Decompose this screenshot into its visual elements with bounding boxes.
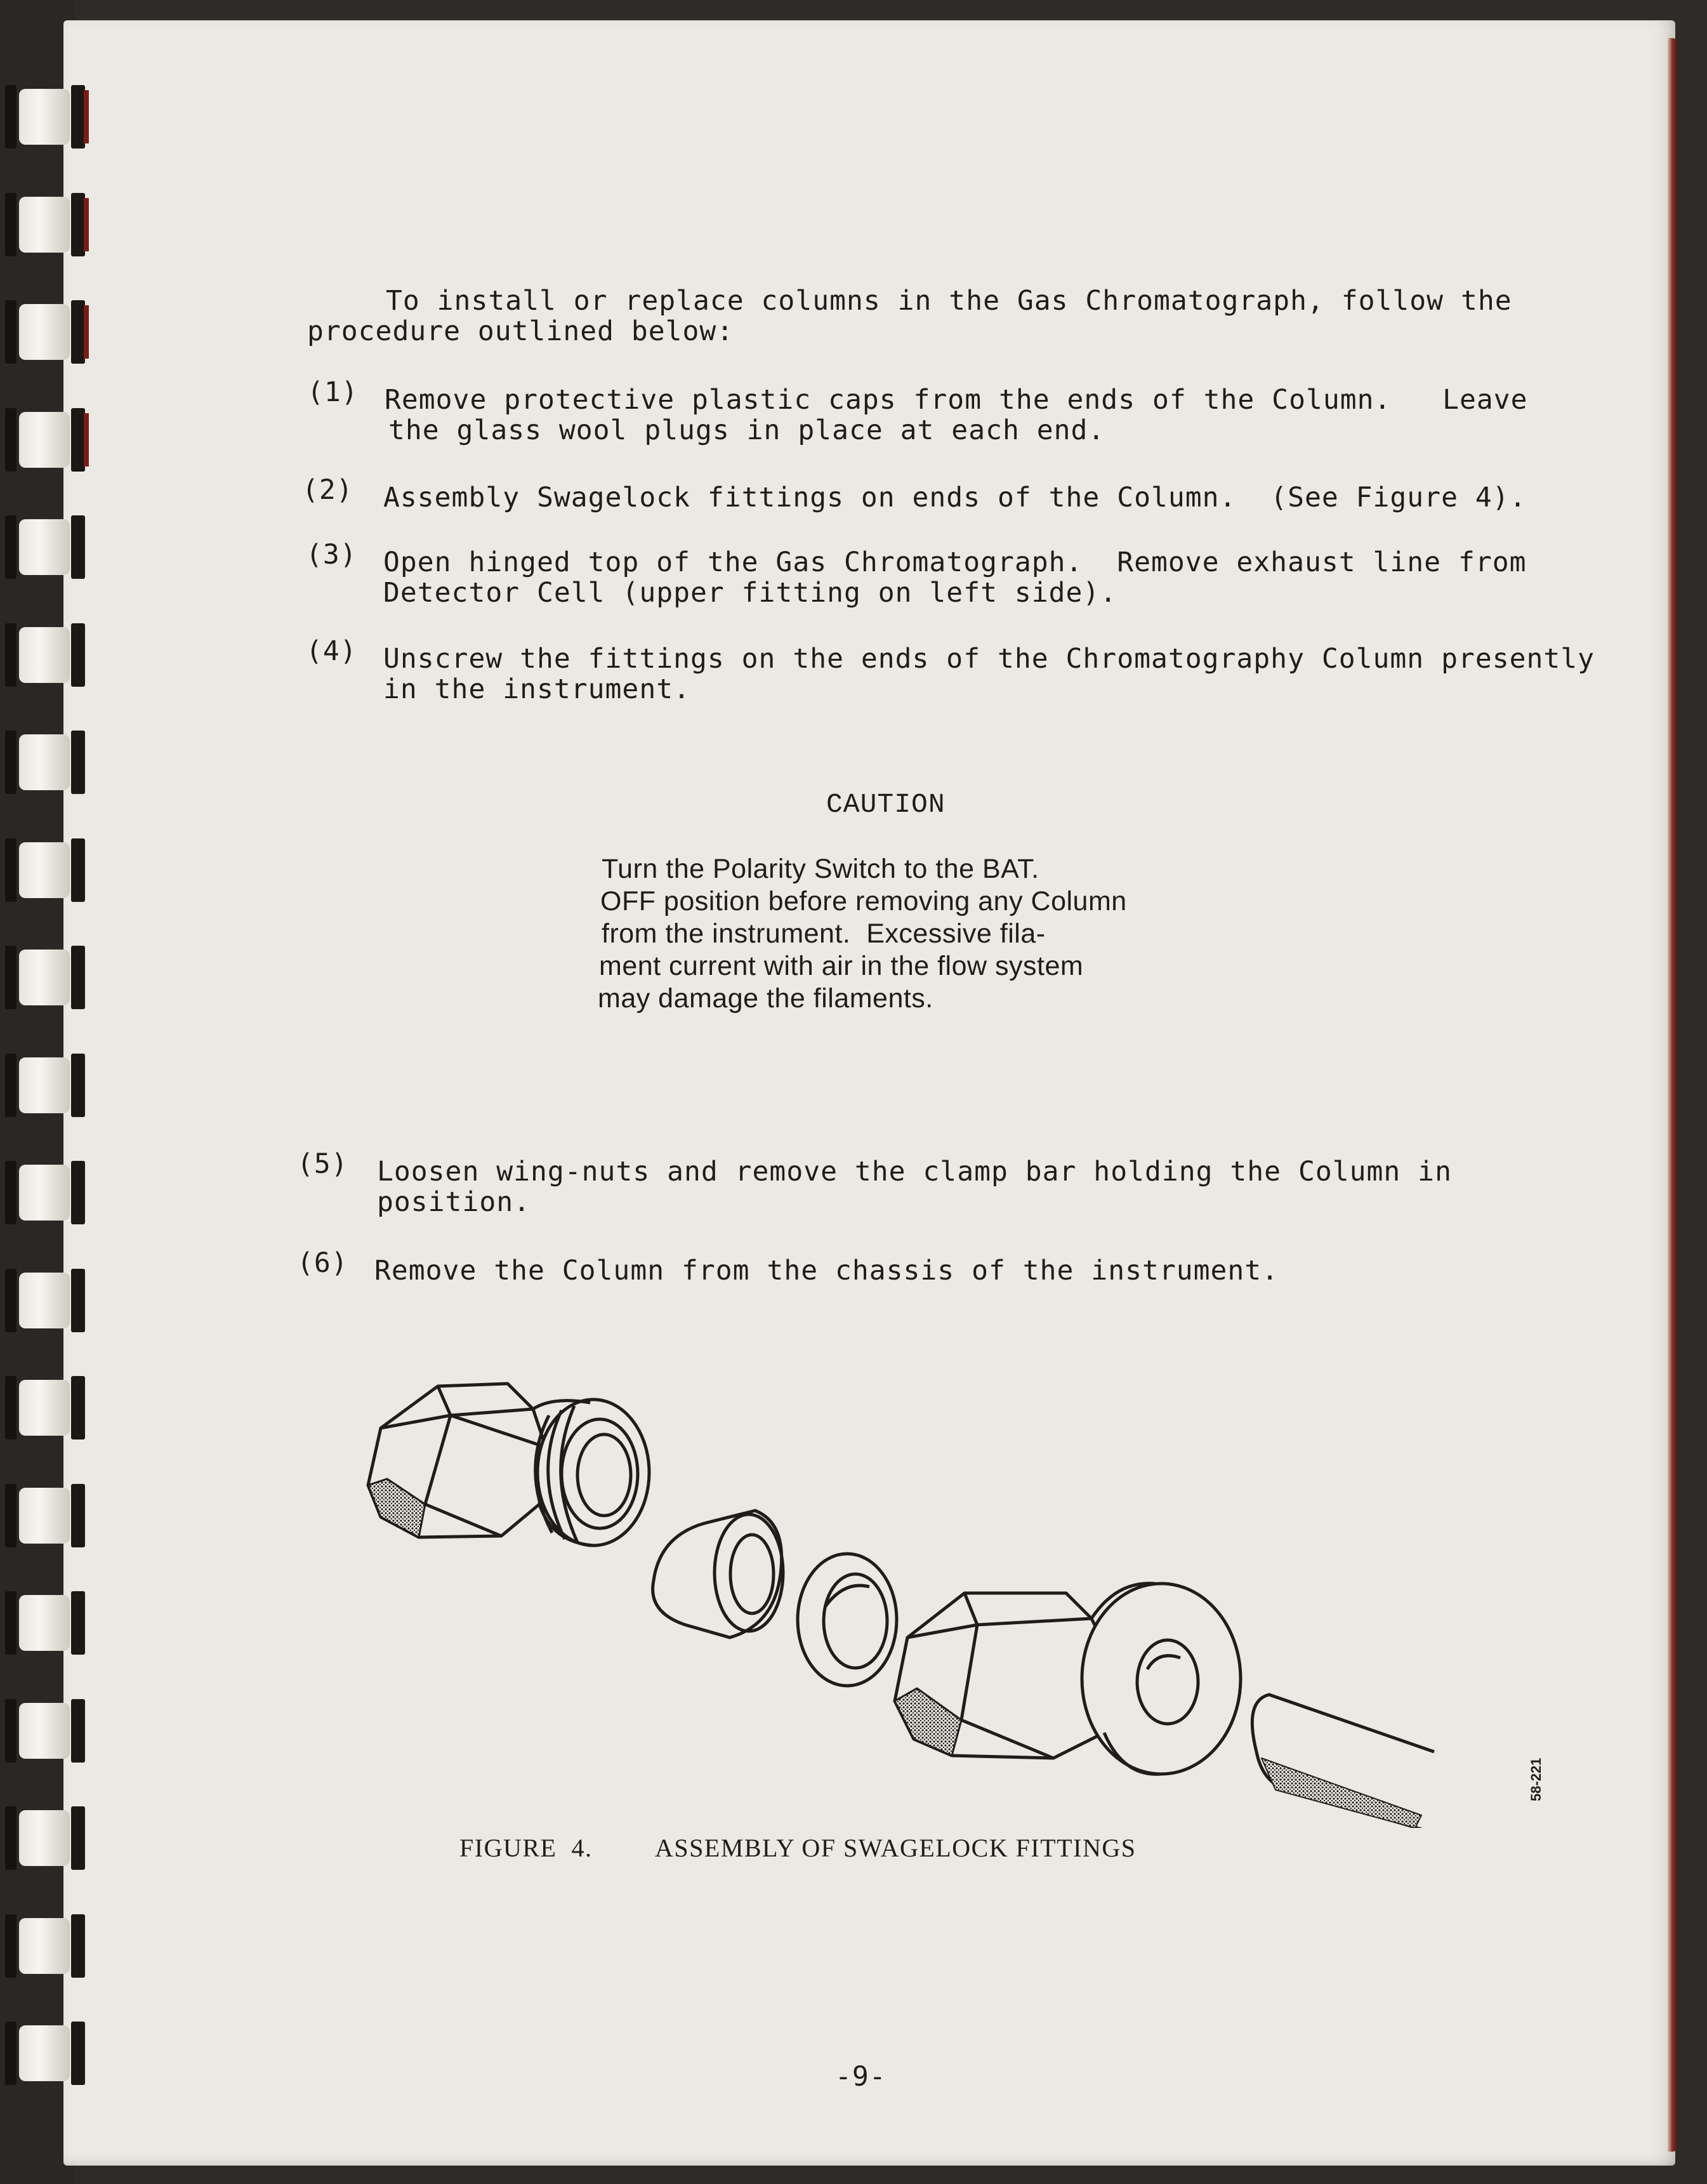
step-3-number: (3): [306, 539, 357, 571]
figure-caption-label: FIGURE 4.: [459, 1834, 593, 1862]
binder-ring: [5, 85, 89, 149]
step-2-number: (2): [302, 474, 353, 506]
binder-ring: [5, 1376, 89, 1439]
binder-ring: [5, 838, 89, 902]
binder-ring: [5, 1161, 89, 1224]
step-6-number: (6): [297, 1247, 348, 1279]
step-5-number: (5): [297, 1148, 348, 1180]
binder-ring: [5, 408, 89, 472]
caution-line-1: Turn the Polarity Switch to the BAT.: [602, 854, 1039, 884]
page-edge: [1668, 38, 1677, 2152]
step-3-line-1: Open hinged top of the Gas Chromatograph. Remove exhaust line from: [383, 546, 1527, 578]
figure-code: 58-221: [1528, 1757, 1544, 1801]
step-1-number: (1): [307, 376, 359, 408]
intro-line-2: procedure outlined below:: [307, 315, 734, 347]
binder-ring: [5, 300, 89, 364]
binder-ring: [5, 1484, 89, 1547]
page-number: -9-: [835, 2061, 886, 2093]
binder-ring: [5, 623, 89, 687]
step-5-line-1: Loosen wing-nuts and remove the clamp bar holding the Column in: [377, 1156, 1452, 1188]
binder-ring: [5, 1591, 89, 1655]
binder-ring: [5, 731, 89, 794]
caution-line-4: ment current with air in the flow system: [599, 951, 1084, 981]
binder-ring: [5, 2022, 89, 2085]
step-3-line-2: Detector Cell (upper fitting on left side).: [383, 577, 1117, 609]
binder-ring: [5, 946, 89, 1009]
binder-ring: [5, 515, 89, 579]
caution-line-3: from the instrument. Excessive fila-: [602, 918, 1046, 949]
swagelock-fittings-illustration-icon: [343, 1371, 1447, 1828]
step-4-number: (4): [306, 635, 357, 667]
caution-line-2: OFF position before removing any Column: [600, 886, 1127, 917]
binder-ring: [5, 1914, 89, 1978]
binder-ring: [5, 1054, 89, 1117]
step-6-line-1: Remove the Column from the chassis of the instrument.: [374, 1255, 1279, 1287]
binder-ring: [5, 1806, 89, 1870]
figure-caption-text: ASSEMBLY OF SWAGELOCK FITTINGS: [655, 1834, 1137, 1862]
binder-ring: [5, 1269, 89, 1332]
step-1-line-1: Remove protective plastic caps from the ends of the Column. Leave: [385, 384, 1528, 416]
step-4-line-2: in the instrument.: [383, 673, 690, 705]
step-5-line-2: position.: [377, 1186, 531, 1218]
caution-title: CAUTION: [826, 789, 946, 820]
intro-line-1: To install or replace columns in the Gas Chromatograph, follow the: [386, 285, 1512, 317]
binder-ring: [5, 193, 89, 256]
step-4-line-1: Unscrew the fittings on the ends of the Chromatography Column presently: [383, 643, 1595, 675]
step-2-line-1: Assembly Swagelock fittings on ends of the Column. (See Figure 4).: [383, 482, 1527, 513]
caution-line-5: may damage the filaments.: [598, 983, 933, 1014]
binder-ring: [5, 1699, 89, 1763]
step-1-line-2: the glass wool plugs in place at each end.: [388, 414, 1105, 446]
